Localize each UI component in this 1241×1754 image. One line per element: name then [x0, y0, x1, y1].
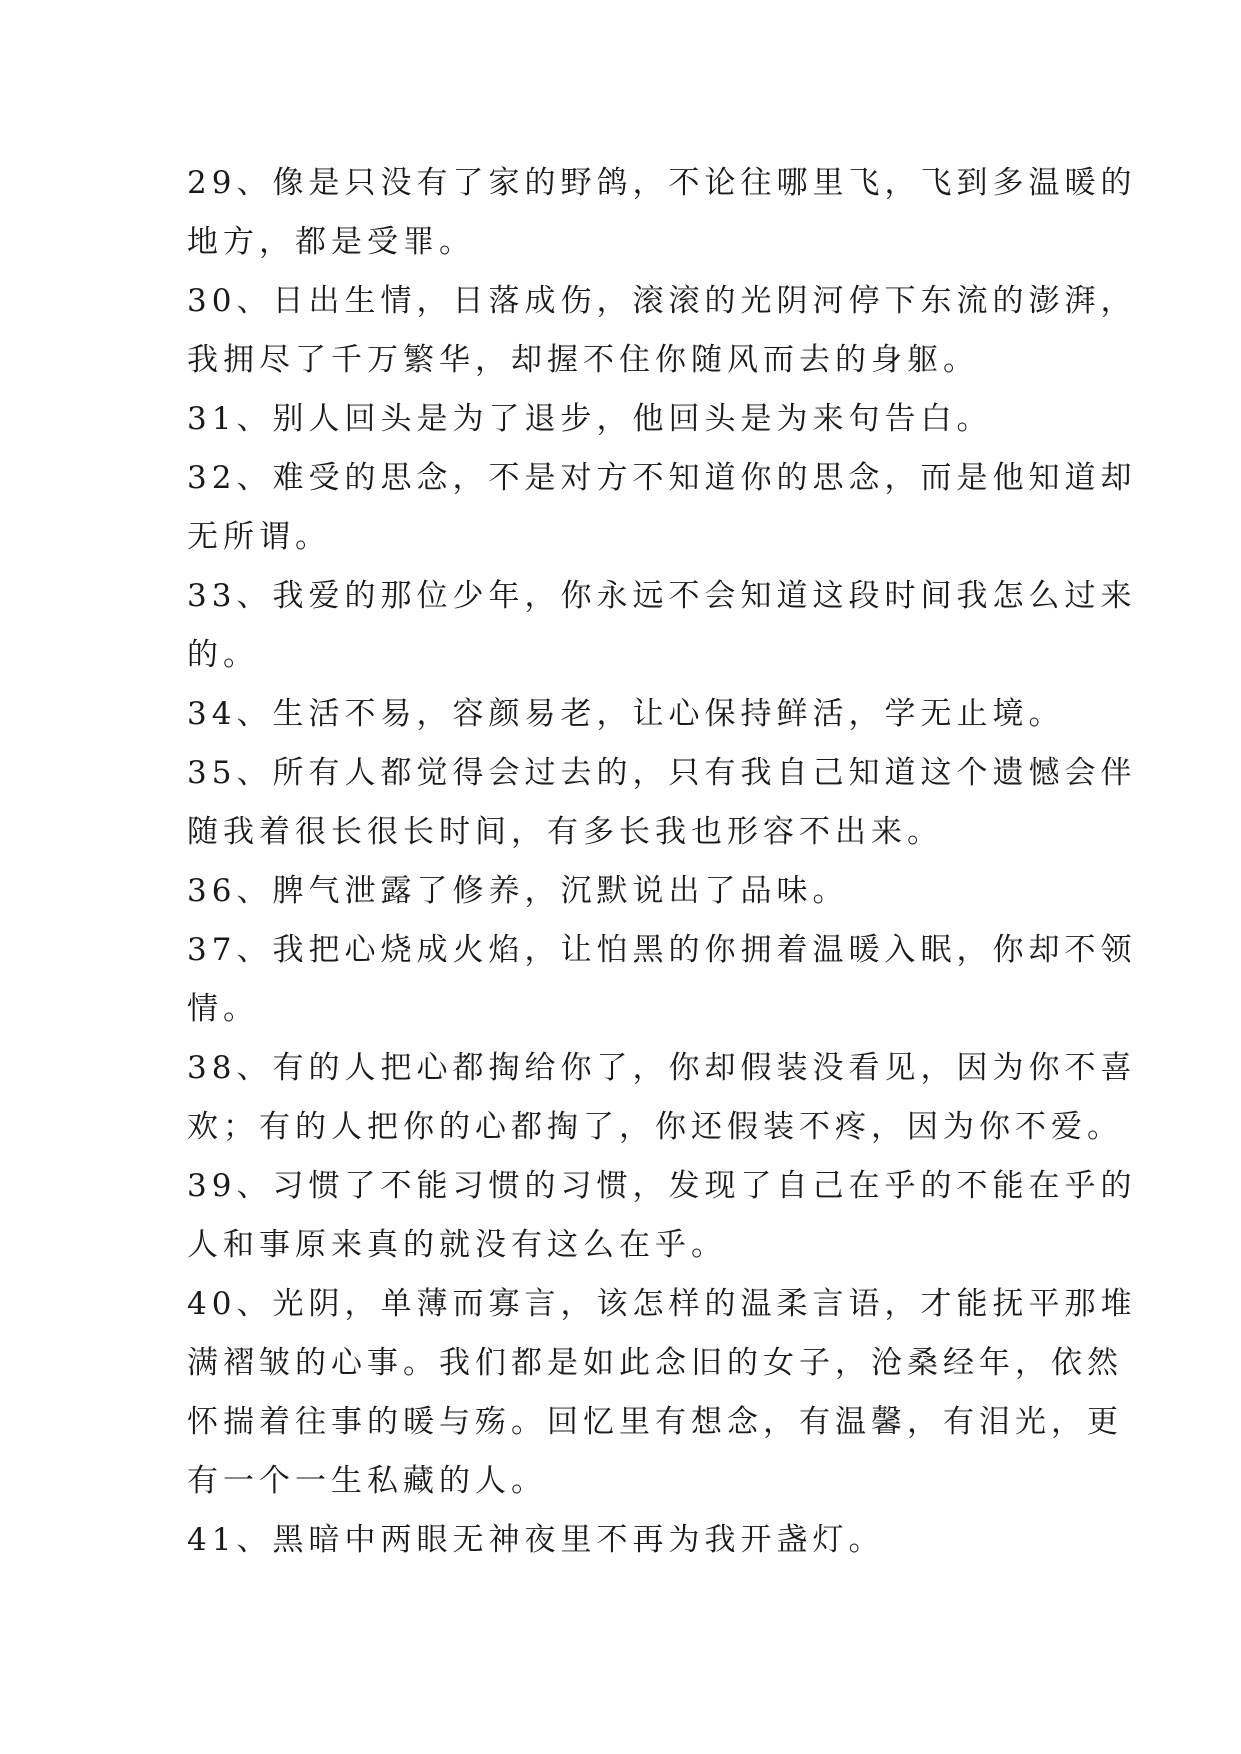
quote-line: 29、像是只没有了家的野鸽，不论往哪里飞，飞到多温暖的	[187, 165, 1137, 201]
quote-line: 31、别人回头是为了退步，他回头是为来句告白。	[187, 401, 993, 437]
quote-entry-34	[187, 685, 1087, 744]
quote-entry-40	[187, 1275, 1137, 1511]
quote-line: 地方，都是受罪。	[187, 224, 475, 260]
quote-entry-29	[187, 154, 1137, 272]
quote-entry-36	[187, 862, 1087, 921]
quote-line: 有一个一生私藏的人。	[187, 1463, 547, 1499]
quote-entry-38	[187, 1039, 1137, 1157]
quote-line: 32、难受的思念，不是对方不知道你的思念，而是他知道却	[187, 460, 1137, 496]
quote-entry-39	[187, 1157, 1137, 1275]
quote-line: 无所谓。	[187, 519, 331, 555]
quote-line: 39、习惯了不能习惯的习惯，发现了自己在乎的不能在乎的	[187, 1168, 1137, 1204]
quote-line: 34、生活不易，容颜易老，让心保持鲜活，学无止境。	[187, 696, 1065, 732]
quote-line: 37、我把心烧成火焰，让怕黑的你拥着温暖入眠，你却不领	[187, 932, 1137, 968]
quote-line: 40、光阴，单薄而寡言，该怎样的温柔言语，才能抚平那堆	[187, 1286, 1137, 1322]
quote-entry-31	[187, 390, 1087, 449]
quote-line: 随我着很长很长时间，有多长我也形容不出来。	[187, 814, 943, 850]
quote-line: 我拥尽了千万繁华，却握不住你随风而去的身躯。	[187, 342, 979, 378]
quote-line: 满褶皱的心事。我们都是如此念旧的女子，沧桑经年，依然	[187, 1345, 1123, 1381]
quote-line: 人和事原来真的就没有这么在乎。	[187, 1227, 727, 1263]
quote-line: 38、有的人把心都掏给你了，你却假装没看见，因为你不喜	[187, 1050, 1137, 1086]
quote-line: 41、黑暗中两眼无神夜里不再为我开盏灯。	[187, 1522, 885, 1558]
quote-line: 35、所有人都觉得会过去的，只有我自己知道这个遗憾会伴	[187, 755, 1137, 791]
quote-line: 欢；有的人把你的心都掏了，你还假装不疼，因为你不爱。	[187, 1109, 1123, 1145]
quote-line: 的。	[187, 637, 259, 673]
quote-entry-37	[187, 921, 1137, 1039]
quote-line: 30、日出生情，日落成伤，滚滚的光阴河停下东流的澎湃，	[187, 283, 1137, 319]
quote-entry-35	[187, 744, 1137, 862]
quote-line: 怀揣着往事的暖与殇。回忆里有想念，有温馨，有泪光，更	[187, 1404, 1123, 1440]
quote-entry-33	[187, 567, 1137, 685]
quote-list	[187, 154, 1137, 1570]
quote-line: 33、我爱的那位少年，你永远不会知道这段时间我怎么过来	[187, 578, 1137, 614]
quote-entry-30	[187, 272, 1137, 390]
quote-line: 36、脾气泄露了修养，沉默说出了品味。	[187, 873, 849, 909]
quote-entry-41	[187, 1511, 1087, 1570]
quote-line: 情。	[187, 991, 259, 1027]
quote-entry-32	[187, 449, 1137, 567]
